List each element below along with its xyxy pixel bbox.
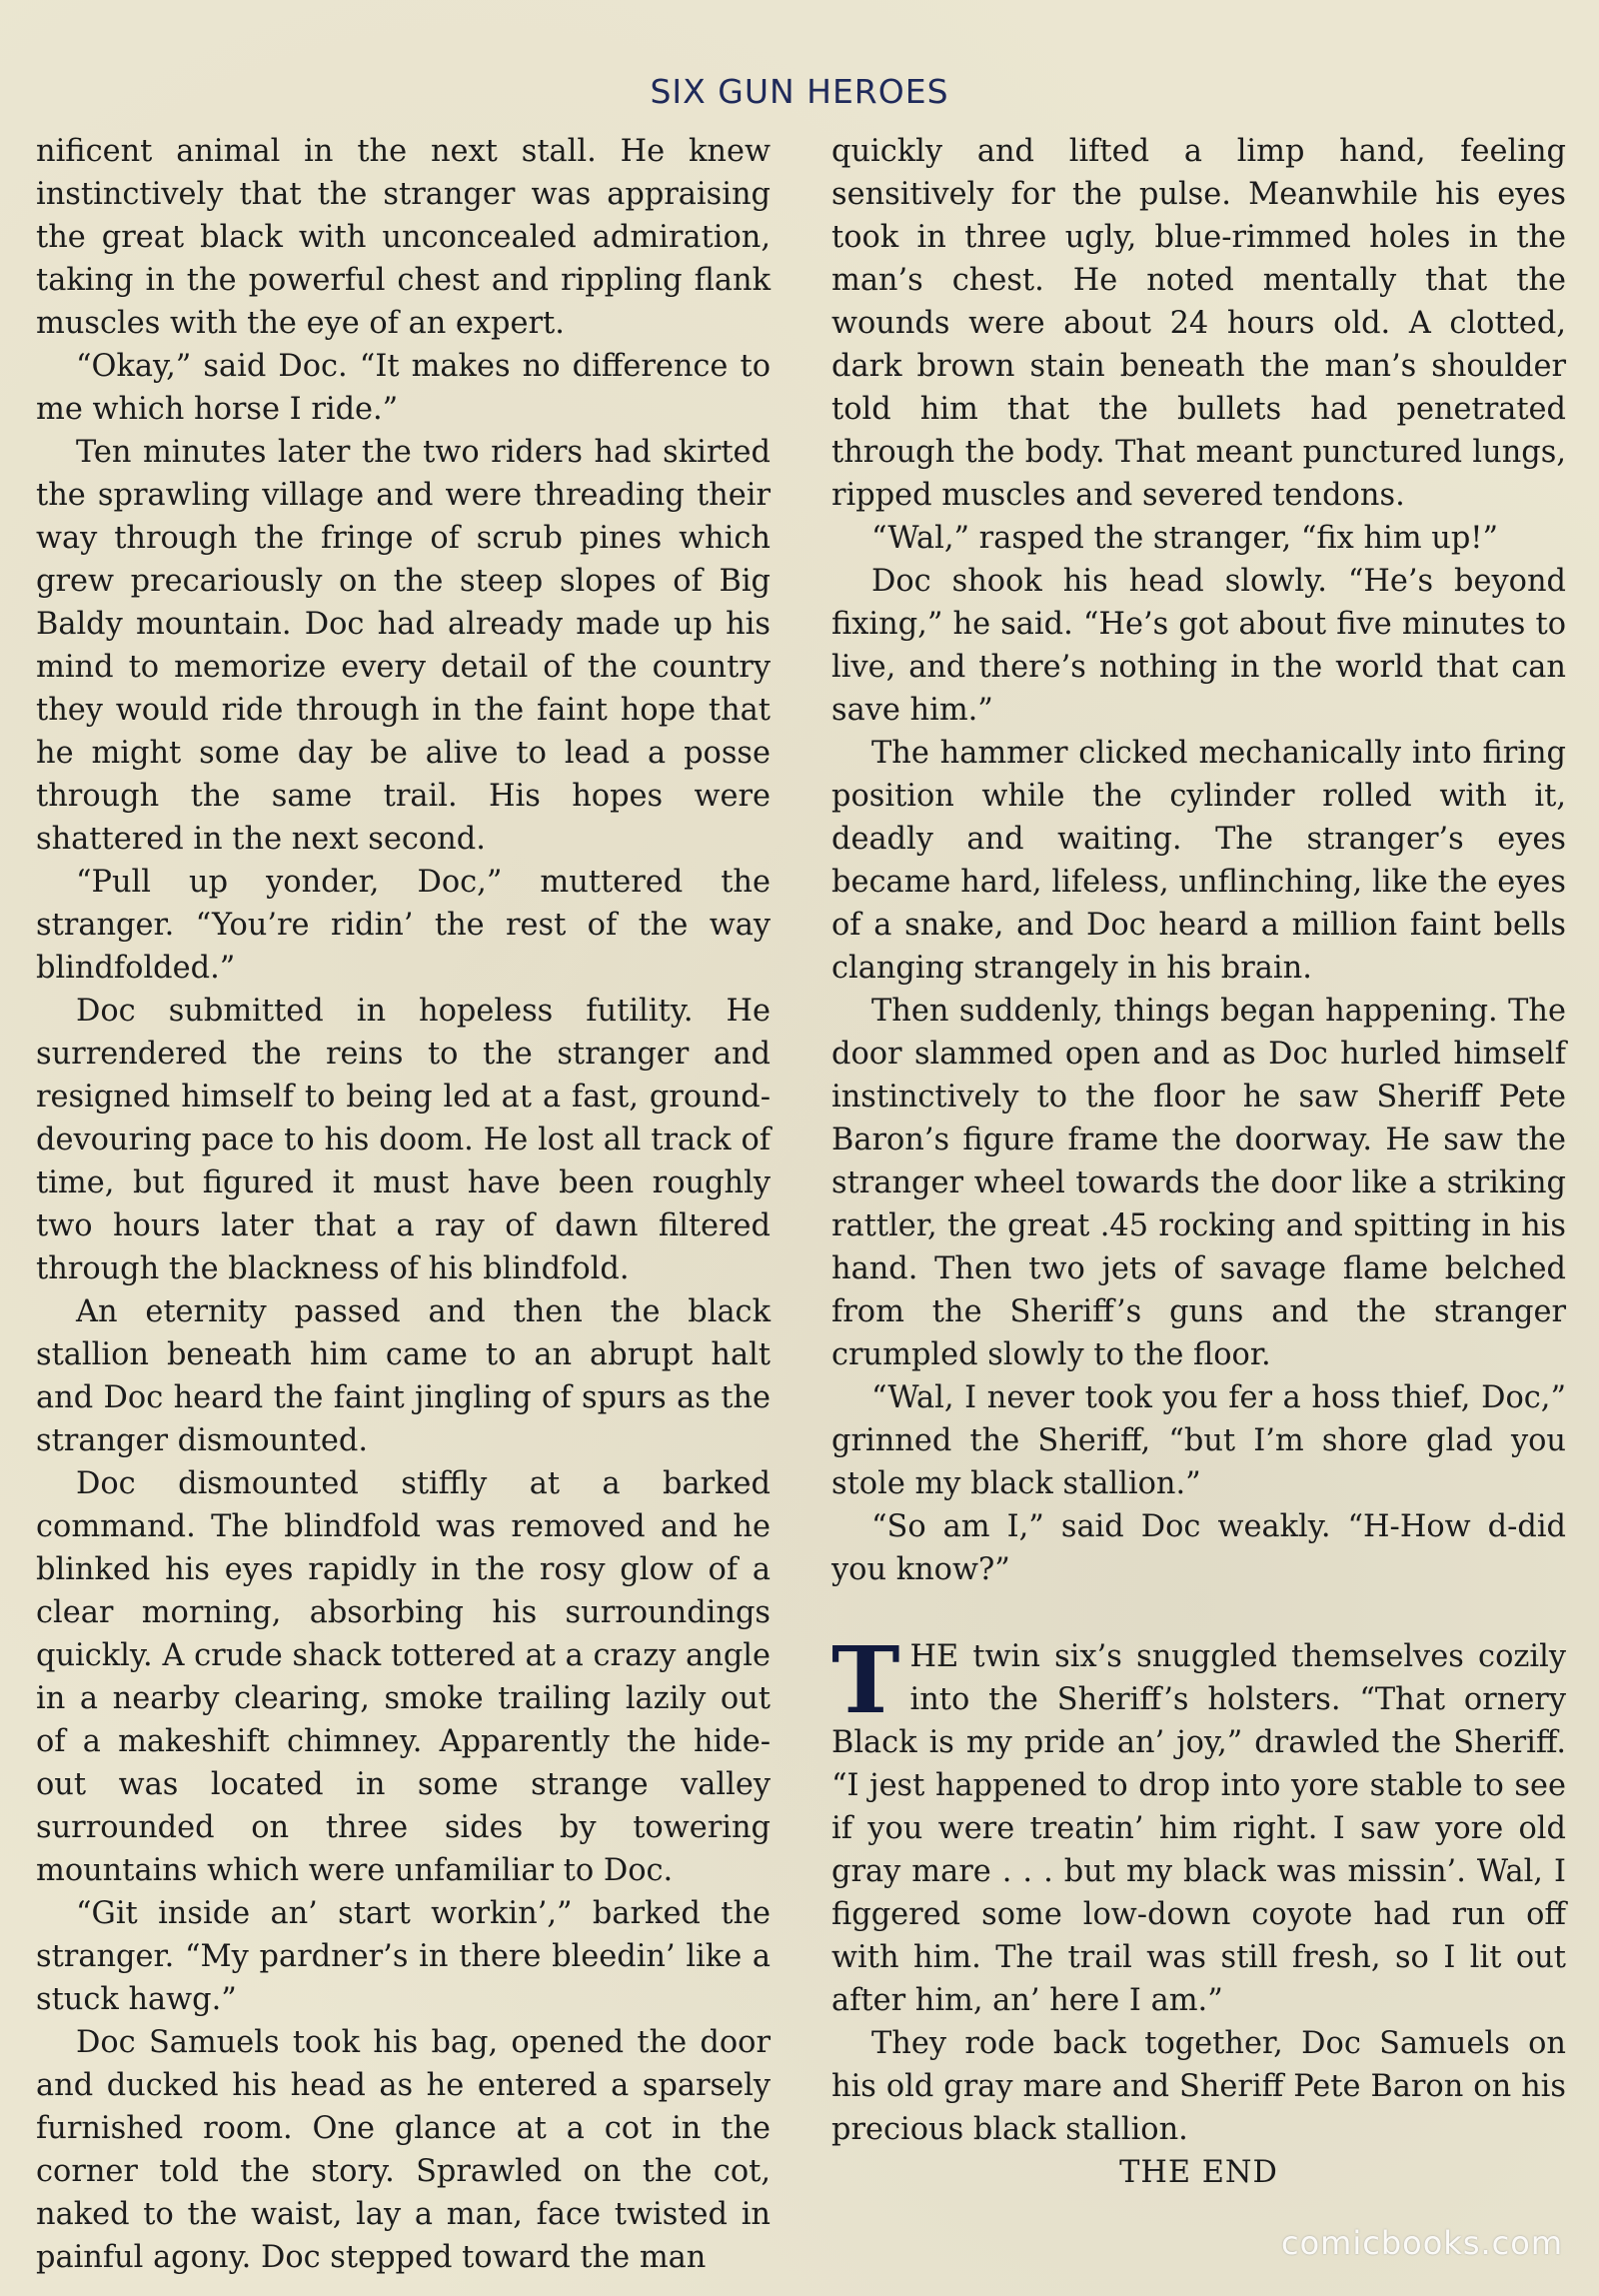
paragraph: “Okay,” said Doc. “It makes no difference to me which horse I ride.” [36, 349, 771, 427]
paragraph: Doc dismounted stiffly at a barked command. The blindfold was removed and he blinked his eyes rapidly in the rosy glow of a clear morning, absorbing his surroundings quickly. A crude shack tottered at a crazy angle in a nearby clearing, smoke trailing lazily out of a makeshift chimney. Apparently the hide-out was located in some strange valley surrounded on three sides by towering mountains which were unfamiliar to Doc. [36, 1466, 771, 1888]
paragraph: Doc submitted in hopeless futility. He surrendered the reins to the stranger and resigned himself to being led at a fast, ground-devouring pace to his doom. He lost all track of time, but figured it must have been roughly two hours later that a ray of dawn filtered through the blackness of his blindfold. [36, 994, 771, 1286]
paragraph: quickly and lifted a limp hand, feeling sensitively for the pulse. Meanwhile his eyes took in three ugly, blue-rimmed holes in the man’s chest. He noted mentally that the wounds were about 24 hours old. A clotted, dark brown stain beneath the man’s shoulder told him that the bullets had penetrated through the body. That meant punctured lungs, ripped muscles and severed tendons. [831, 134, 1566, 513]
closing-paragraph: They rode back together, Doc Samuels on his old gray mare and Sheriff Pete Baron on his precious black stallion. [831, 2026, 1566, 2147]
paragraph: “Git inside an’ start workin’,” barked the stranger. “My pardner’s in there bleedin’ like a stuck hawg.” [36, 1896, 771, 2017]
watermark-text: comicbooks.com [1280, 2224, 1563, 2262]
right-text-column [831, 130, 1566, 2194]
paragraph: “Pull up yonder, Doc,” muttered the stranger. “You’re ridin’ the rest of the way blindfolded.” [36, 865, 771, 986]
paragraph: “Wal, I never took you fer a hoss thief, Doc,” grinned the Sheriff, “but I’m shore glad you stole my black stallion.” [831, 1380, 1566, 1501]
dropcap-paragraph [831, 1626, 1566, 2022]
paragraph: Doc shook his head slowly. “He’s beyond fixing,” he said. “He’s got about five minutes to live, and there’s nothing in the world that can save him.” [831, 564, 1566, 728]
the-end-label: THE END [1119, 2155, 1278, 2190]
paragraph: “Wal,” rasped the stranger, “fix him up!” [871, 521, 1499, 556]
paragraph: The hammer clicked mechanically into firing position while the cylinder rolled with it, deadly and waiting. The stranger’s eyes became hard, lifeless, unflinching, like the eyes of a snake, and Doc heard a million faint bells clanging strangely in his brain. [831, 736, 1566, 986]
drop-cap-initial: T [831, 1626, 900, 1734]
paragraph: Then suddenly, things began happening. The door slammed open and as Doc hurled himself instinctively to the floor he saw Sheriff Pete Baron’s figure frame the doorway. He saw the stranger wheel towards the door like a striking rattler, the great .45 rocking and spitting in his hand. Then two jets of savage flame belched from the Sheriff’s guns and the stranger crumpled slowly to the floor. [831, 994, 1566, 1372]
left-text-column [36, 130, 771, 2279]
page-header-title: SIX GUN HEROES [650, 72, 949, 111]
paragraph: An eternity passed and then the black stallion beneath him came to an abrupt halt and Doc heard the faint jingling of spurs as the stranger dismounted. [36, 1294, 771, 1458]
paragraph: nificent animal in the next stall. He knew instinctively that the stranger was appraising the great black with unconcealed admiration, taking in the powerful chest and rippling flank muscles with the eye of an expert. [36, 134, 771, 341]
paragraph: Doc Samuels took his bag, opened the door and ducked his head as he entered a sparsely furnished room. One glance at a cot in the corner told the story. Sprawled on the cot, naked to the waist, lay a man, face twisted in painful agony. Doc stepped toward the man [36, 2025, 771, 2275]
section-break [831, 1591, 1566, 1635]
paragraph: “So am I,” said Doc weakly. “H-How d-did you know?” [831, 1509, 1566, 1587]
dropcap-paragraph-text: HE twin six’s snuggled themselves cozily into the Sheriff’s holsters. “That ornery Black is my pride an’ joy,” drawled the Sheriff. “I jest happened to drop into yore stable to see if you were treatin’ him right. I saw yore old gray mare . . . but my black was missin’. Wal, I figgered some low-down coyote had run off with him. The trail was still fresh, so I lit out after him, an’ here I am.” [831, 1639, 1566, 2018]
paragraph: Ten minutes later the two riders had skirted the sprawling village and were threading their way through the fringe of scrub pines which grew precariously on the steep slopes of Big Baldy mountain. Doc had already made up his mind to memorize every detail of the country they would ride through in the faint hope that he might some day be alive to lead a posse through the same trail. His hopes were shattered in the next second. [36, 435, 771, 857]
